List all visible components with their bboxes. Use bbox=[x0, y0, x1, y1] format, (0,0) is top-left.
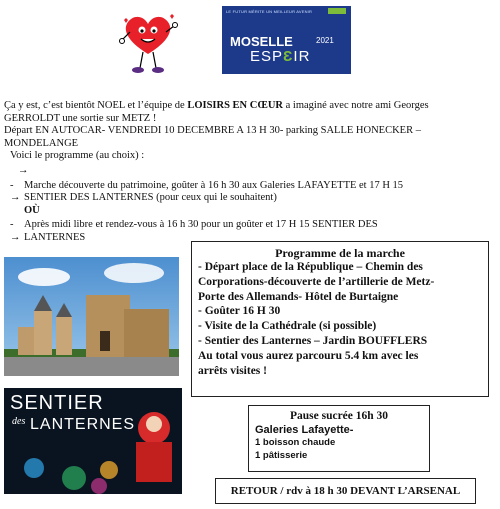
sentier-lanternes: LANTERNES bbox=[30, 416, 136, 433]
programme-box bbox=[191, 241, 489, 397]
pause-place: Galeries Lafayette- bbox=[255, 424, 354, 436]
pause-sucree-box bbox=[248, 405, 430, 472]
programme-lines: - Départ place de la République – Chemin des Corporations-découverte de l’artillerie de Metz- Porte des Allemands- Hôtel de Burtaigne - Goûter 16 H 30 - Visite de la Cathédrale (si possible) - Sentier des Lanternes – Jardin BOUFFLERS Au total vous aurez parcouru 5.4 km avec les arrêts visites ! bbox=[198, 261, 435, 377]
pause-item-1: 1 boisson chaude bbox=[255, 437, 336, 448]
logo-tagline: LE FUTUR MÉRITE UN MEILLEUR AVENIR bbox=[226, 9, 313, 14]
logo-word-espoir-a: ESP bbox=[250, 48, 284, 65]
heart-mascot-logo bbox=[118, 10, 178, 76]
pause-title: Pause sucrée 16h 30 bbox=[289, 410, 389, 422]
ribbon-icon: Ɛ bbox=[283, 48, 294, 65]
intro-paragraph: Ça y est, c’est bientôt NOEL et l’équipe de LOISIRS EN CŒUR a imaginé avec notre ami Georges GERROLDT une sortie sur METZ ! Départ EN AUTOCAR- VENDREDI 10 DECEMBRE A 13 H 30- parking SALLE HONECKER – MONDELANGE Voici le programme (au choix) : bbox=[4, 100, 429, 161]
arrow-icon: - → bbox=[10, 179, 21, 203]
pause-item-2: 1 pâtisserie bbox=[255, 449, 308, 461]
list-item: → bbox=[18, 165, 29, 176]
sentier-des-lanternes-photo bbox=[4, 388, 182, 494]
list-item: - → Après midi libre et rendez-vous à 16 h 30 pour un goûter et 17 H 15 SENTIER DES LANTERNES bbox=[10, 219, 378, 243]
retour-text: RETOUR / rdv à 18 h 30 DEVANT L’ARSENAL bbox=[230, 485, 461, 497]
arrow-icon: - → bbox=[10, 219, 21, 243]
options-list bbox=[10, 165, 496, 244]
association-name: LOISIRS EN CŒUR bbox=[187, 100, 284, 111]
retour-box bbox=[215, 478, 476, 504]
logo-year: 2021 bbox=[316, 36, 334, 45]
porte-des-allemands-photo bbox=[4, 257, 179, 376]
programme-title: Programme de la marche bbox=[275, 246, 405, 260]
list-item: - → Marche découverte du patrimoine, goûter à 16 h 30 aux Galeries LAFAYETTE et 17 H 15 SENTIER DES LANTERNES (pour ceux qui le souhaitent) bbox=[10, 179, 404, 203]
logo-word-moselle: MOSELLE bbox=[230, 34, 293, 49]
or-separator: OÙ bbox=[24, 204, 40, 216]
sentier-des: des bbox=[12, 416, 26, 427]
moselle-espoir-logo bbox=[222, 6, 351, 74]
logo-word-espoir-b: IR bbox=[293, 48, 311, 65]
sentier-title: SENTIER bbox=[10, 392, 104, 414]
